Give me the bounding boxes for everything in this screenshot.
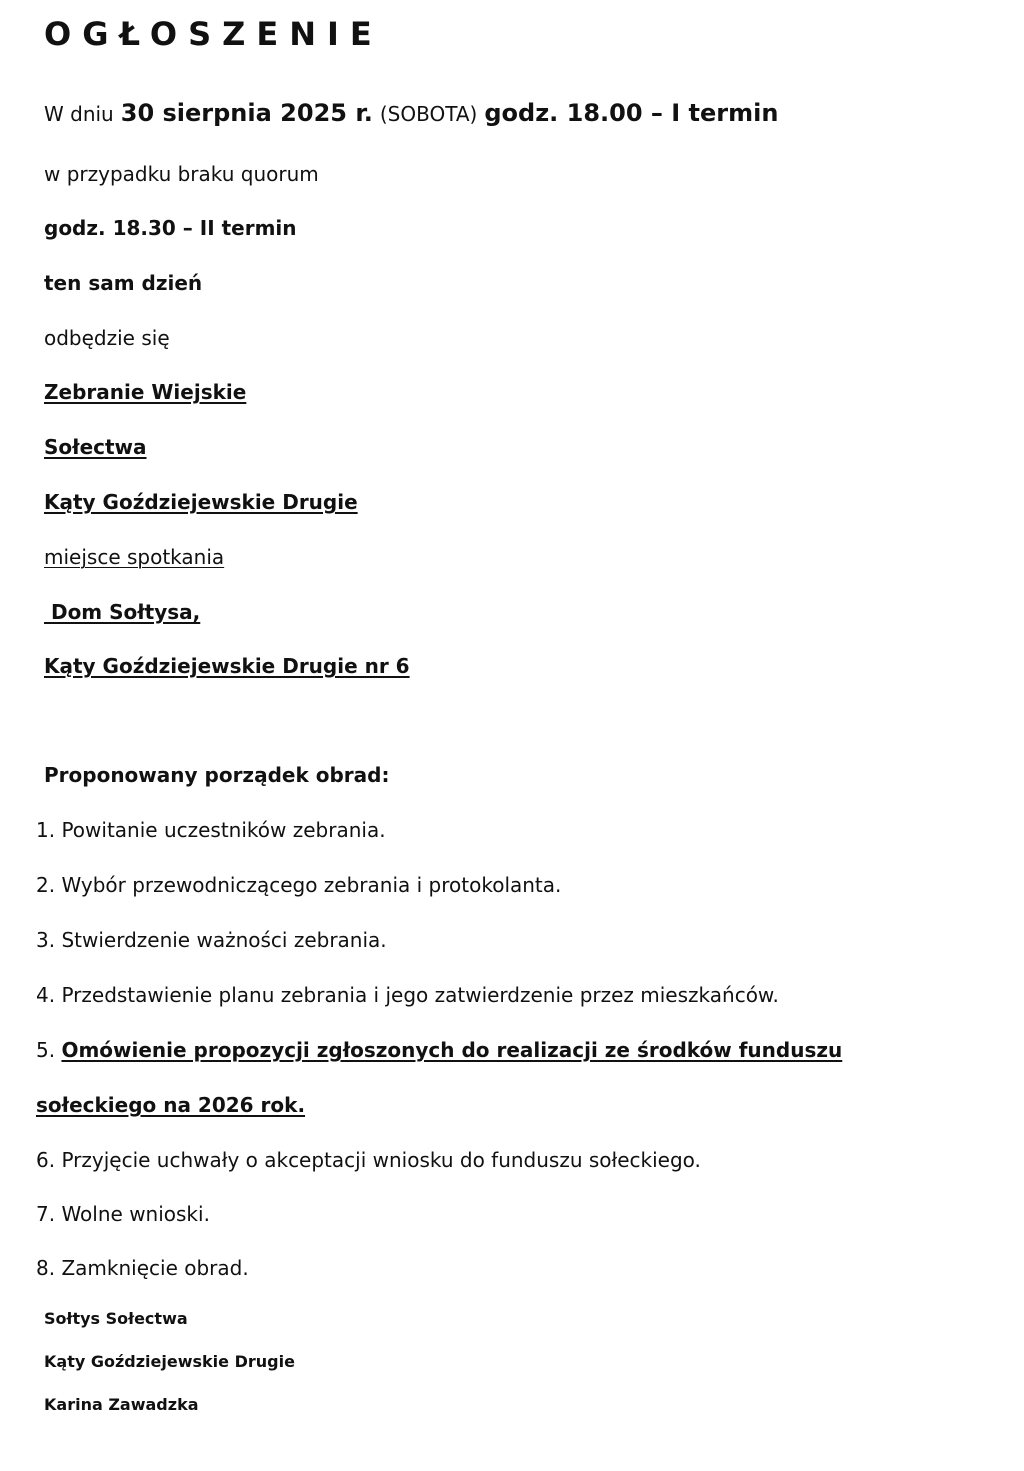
document-title: OGŁOSZENIE bbox=[44, 15, 383, 53]
agenda-item-text: Wybór przewodniczącego zebrania i protokolanta. bbox=[61, 873, 562, 897]
agenda-item bbox=[36, 1150, 701, 1170]
date-line bbox=[44, 101, 778, 126]
place-line-2: Kąty Goździejewskie Drugie nr 6 bbox=[44, 654, 410, 678]
agenda-item-text: Stwierdzenie ważności zebrania. bbox=[61, 928, 387, 952]
agenda-item-text: Przyjęcie uchwały o akceptacji wniosku do funduszu sołeckiego. bbox=[61, 1148, 701, 1172]
meeting-name-line-2: Sołectwa bbox=[44, 435, 147, 459]
agenda-item bbox=[36, 930, 387, 950]
meeting-date: 30 sierpnia 2025 r. bbox=[120, 99, 373, 127]
signature-village: Kąty Goździejewskie Drugie bbox=[44, 1352, 295, 1371]
agenda-item bbox=[36, 1040, 842, 1060]
agenda-title: Proponowany porządek obrad: bbox=[44, 763, 390, 787]
signature-role: Sołtys Sołectwa bbox=[44, 1309, 188, 1328]
agenda-item bbox=[36, 985, 779, 1005]
agenda-item-text: Omówienie propozycji zgłoszonych do realizacji ze środków funduszu bbox=[61, 1038, 843, 1062]
agenda-item-number: 2. bbox=[36, 873, 56, 897]
same-day-text: ten sam dzień bbox=[44, 271, 203, 295]
agenda-item bbox=[36, 820, 386, 840]
place-line-1: Dom Sołtysa, bbox=[44, 600, 201, 624]
agenda-item-number: 7. bbox=[36, 1202, 56, 1226]
agenda-item-text-continuation: sołeckiego na 2026 rok. bbox=[36, 1093, 306, 1117]
agenda-item-number: 3. bbox=[36, 928, 56, 952]
agenda-item-text: Powitanie uczestników zebrania. bbox=[61, 818, 386, 842]
agenda-item bbox=[36, 875, 561, 895]
meeting-name-line-1: Zebranie Wiejskie bbox=[44, 380, 247, 404]
agenda-item-number: 4. bbox=[36, 983, 56, 1007]
will-take-place-text: odbędzie się bbox=[44, 326, 170, 350]
agenda-item-text: Zamknięcie obrad. bbox=[61, 1256, 249, 1280]
second-term-time: godz. 18.30 – II termin bbox=[44, 216, 297, 240]
agenda-item bbox=[36, 1204, 210, 1224]
date-prefix: W dniu bbox=[44, 102, 114, 126]
agenda-item-number: 8. bbox=[36, 1256, 56, 1280]
meeting-name-line-3: Kąty Goździejewskie Drugie bbox=[44, 490, 358, 514]
agenda-item-number: 6. bbox=[36, 1148, 56, 1172]
agenda-item-continuation bbox=[36, 1095, 305, 1115]
no-quorum-text: w przypadku braku quorum bbox=[44, 162, 319, 186]
agenda-item-number: 1. bbox=[36, 818, 56, 842]
agenda-item-text: Wolne wnioski. bbox=[61, 1202, 210, 1226]
place-label: miejsce spotkania bbox=[44, 545, 225, 569]
first-term-time: godz. 18.00 – I termin bbox=[484, 99, 779, 127]
meeting-weekday: (SOBOTA) bbox=[379, 102, 478, 126]
agenda-item-number: 5. bbox=[36, 1038, 56, 1062]
signature-name: Karina Zawadzka bbox=[44, 1395, 199, 1414]
agenda-item-text: Przedstawienie planu zebrania i jego zatwierdzenie przez mieszkańców. bbox=[61, 983, 779, 1007]
agenda-item bbox=[36, 1258, 249, 1278]
